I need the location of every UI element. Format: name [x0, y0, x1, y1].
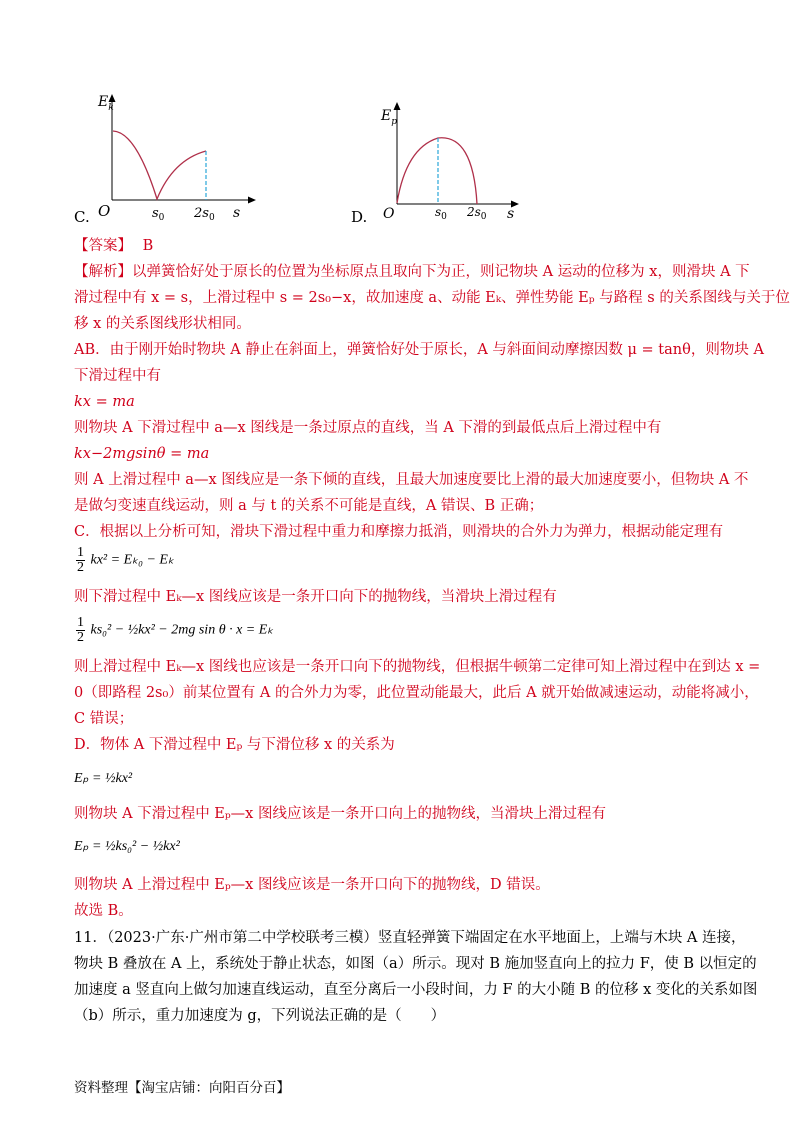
- analysis-d-text1: 则物块 A 下滑过程中 Eₚ—x 图线应该是一条开口向上的抛物线，当滑块上滑过程有: [74, 806, 606, 822]
- option-d-label: D.: [351, 208, 368, 226]
- page-footer: 资料整理【淘宝店铺：向阳百分百】: [74, 1080, 290, 1096]
- y-axis-arrow: [109, 94, 116, 102]
- tick-2s0-label: $2s_0$: [467, 205, 487, 222]
- option-c-label: C.: [74, 208, 90, 226]
- analysis-line: 移 x 的关系图线形状相同。: [74, 316, 251, 332]
- y-axis-arrow: [394, 102, 401, 110]
- tick-s0-label: $s_0$: [152, 206, 165, 223]
- figure-d: [351, 88, 551, 234]
- analysis-line: 则物块 A 下滑过程中 a—x 图线是一条过原点的直线，当 A 下滑的到最低点后上滑过程中有: [74, 420, 662, 436]
- analysis-line: 滑过程中有 x = s，上滑过程中 s = 2s₀−x，故加速度 a、动能 Eₖ、弹性势能 Eₚ 与路程 s 的关系图线与关于位: [74, 290, 790, 306]
- origin-label: O: [98, 202, 111, 220]
- equation-kx-ma: kx = ma: [74, 394, 135, 410]
- ep-curve: [397, 138, 477, 204]
- tick-2s0-label: $2s_0$: [194, 206, 215, 223]
- x-axis-label: s: [507, 206, 515, 222]
- analysis-label: 【解析】: [74, 264, 132, 280]
- tick-s0-label: $s_0$: [435, 205, 447, 222]
- analysis-c-text2: 则上滑过程中 Eₖ—x 图线也应该是一条开口向下的抛物线，但根据牛顿第二定律可知上滑过程中在到达 x = 0（即路程 2s₀）前某位置有 A 的合外力为零，此位置动能最大，此后 A 就开始做减速运动，动能将减小， C 错误； D．物体 A 下滑过程中 Eₚ 与下滑位移 x 的关系为: [74, 659, 761, 753]
- ep-s-graph: [351, 88, 551, 230]
- analysis-line: AB．由于刚开始时物块 A 静止在斜面上，弹簧恰好处于原长，A 与斜面间动摩擦因数 μ = tanθ，则物块 A: [74, 342, 764, 358]
- formula-d1: Eₚ = ½kx²: [74, 771, 133, 786]
- formula-c2: $\frac{1}{2}$ ks₀² − ½kx² − 2mg sin θ · x = Eₖ: [77, 615, 274, 645]
- analysis-d-text2: 则物块 A 上滑过程中 Eₚ—x 图线应该是一条开口向下的抛物线，D 错误。 故选 B。: [74, 877, 550, 919]
- x-axis-label: s: [233, 205, 241, 221]
- answer-line: [74, 233, 734, 259]
- y-axis-label: $E_p$: [381, 108, 397, 127]
- answer-label: 【答案】: [74, 238, 132, 254]
- analysis-line: 下滑过程中有: [74, 368, 161, 384]
- analysis-ab: [74, 337, 764, 545]
- question-11: 11．（2023·广东·广州市第二中学校联考三模）竖直轻弹簧下端固定在水平地面上，上端与木块 A 连接， 物块 B 叠放在 A 上，系统处于静止状态，如图（a）所示。现对 B 施加竖直向上的拉力 F，使 B 以恒定的 加速度 a 竖直向上做匀加速直线运动，直至分离后一小段时间，力 F 的大小随 B 的位移 x 变化的关系如图 （b）所示，重力加速度为 g，下列说法正确的是（ ）: [74, 930, 758, 1024]
- x-axis-arrow: [248, 197, 256, 204]
- fraction-half: $\frac{1}{2}$: [77, 615, 84, 645]
- analysis-line: 则 A 上滑过程中 a—x 图线应是一条下倾的直线，且最大加速度要比上滑的最大加速度要小，但物块 A 不: [74, 472, 749, 488]
- figure-c: [68, 88, 268, 234]
- analysis-line: 【解析】以弹簧恰好处于原长的位置为坐标原点且取向下为正，则记物块 A 运动的位移为 x，则滑块 A 下: [74, 264, 750, 280]
- option-figures: [68, 88, 588, 230]
- answer-value: B: [142, 238, 154, 254]
- fraction-half: $\frac{1}{2}$: [77, 545, 84, 575]
- analysis-intro: [74, 259, 790, 337]
- formula-d2: Eₚ = ½ks₀² − ½kx²: [74, 839, 180, 854]
- origin-label: O: [383, 206, 395, 222]
- equation-upslide: kx−2mgsinθ = ma: [74, 446, 210, 462]
- analysis-c-text1: 则下滑过程中 Eₖ—x 图线应该是一条开口向下的抛物线，当滑块上滑过程有: [74, 589, 557, 605]
- ek-s-graph: [68, 88, 268, 230]
- ek-curve: [113, 131, 206, 199]
- analysis-line: 是做匀变速直线运动，则 a 与 t 的关系不可能是直线，A 错误、B 正确；: [74, 498, 544, 514]
- analysis-line: C．根据以上分析可知，滑块下滑过程中重力和摩擦力抵消，则滑块的合外力为弹力，根据动能定理有: [74, 524, 724, 540]
- formula-c1: $\frac{1}{2}$ kx² = Eₖ₀ − Eₖ: [77, 545, 174, 575]
- y-axis-label: $E_k$: [98, 94, 114, 113]
